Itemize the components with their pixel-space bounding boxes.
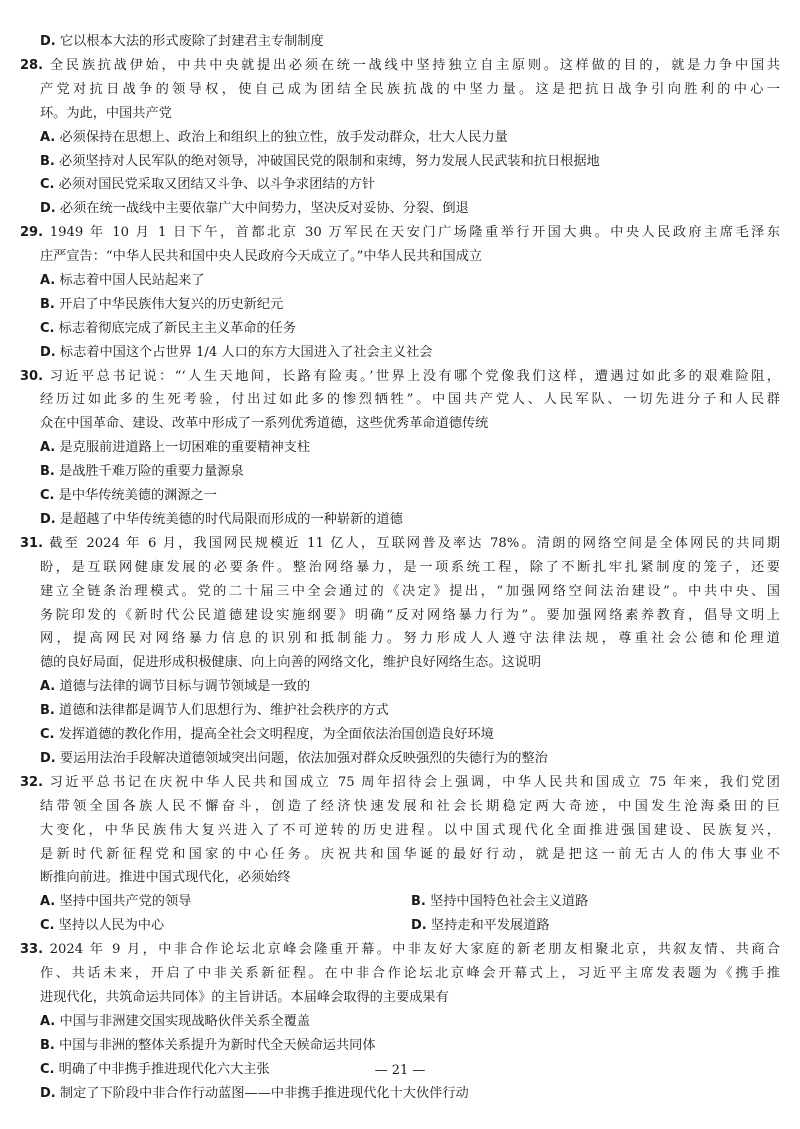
q32-option-b [411,893,588,911]
line-text: 习近平总书记在庆祝中华人民共和国成立 75 周年招待会上强调，中华人民共和国成立 75 年来，我们党团 [43,775,780,790]
line-text: 盼，是互联网健康发展的必要条件。整治网络暴力，是一项系统工程，除了不断扎牢扎紧制度的笼子，还要 [40,560,780,575]
option-letter: B. [40,1038,55,1053]
line-text: 2024 年 9 月，中非合作论坛北京峰会隆重开幕。中非友好大家庭的新老朋友相聚北京，共叙友情、共商合 [43,942,780,957]
question-number: 32. [20,775,44,790]
option-letter: A. [40,1014,56,1029]
line-text: 是战胜千难万险的重要力量源泉 [54,464,244,479]
text-line-q32e [40,869,291,887]
option-letter: A. [40,273,56,288]
option-letter: C. [40,177,55,192]
line-text: 进现代化，共筑命运共同体》的主旨讲话。本届峰会取得的主要成果有 [40,990,449,1005]
option-letter: B. [40,464,55,479]
text-line-q31D [40,750,548,768]
text-line-q30b [40,391,780,409]
line-text: 标志着彻底完成了新民主主义革命的任务 [54,321,297,336]
text-line-q31e [40,630,780,648]
line-text: 发挥道德的教化作用，提高全社会文明程度，为全面依法治国创造良好环境 [54,727,494,742]
line-text: 大变化，中华民族伟大复兴进入了不可逆转的历史进程。以中国式现代化全面推进强国建设、民族复兴， [40,823,780,838]
option-letter: C. [40,321,55,336]
q32-option-a [40,893,191,911]
text-line-q31A [40,678,310,696]
text-line-q32c [40,822,780,840]
option-letter: A. [40,894,56,909]
text-line-q28b [40,81,780,99]
line-text: 要运用法治手段解决道德领域突出问题，依法加强对群众反映强烈的失德行为的整治 [55,751,548,766]
text-line-q31f [40,654,541,672]
text-line-q28c [40,105,172,123]
line-text: 中国与非洲的整体关系提升为新时代全天候命运共同体 [54,1038,376,1053]
option-letter: C. [40,488,55,503]
question-number: 28. [20,58,44,73]
option-letter: D. [40,345,56,360]
text-line-q31b [40,559,780,577]
option-letter: A. [40,440,56,455]
option-letter: B. [40,703,55,718]
line-text: 必须在统一战线中主要依靠广大中间势力，坚决反对妥协、分裂、倒退 [55,201,469,216]
text-line-q29a [20,224,780,242]
line-text: 众在中国革命、建设、改革中形成了一系列优秀道德，这些优秀革命道德传统 [40,416,489,431]
option-letter: C. [40,1062,55,1077]
line-text: 必须对国民党采取又团结又斗争、以斗争求团结的方针 [54,177,376,192]
q32-option-c [40,917,164,935]
option-letter: B. [40,154,55,169]
line-text: 断推向前进。推进中国式现代化，必须始终 [40,870,291,885]
line-text: 务院印发的《新时代公民道德建设实施纲要》明确“反对网络暴力行为”。要加强网络素养教育，倡导文明上 [40,608,780,623]
text-line-q30c [40,415,488,433]
question-number: 30. [20,369,44,384]
text-line-q28D [40,200,469,218]
text-line-q33a [20,941,780,959]
line-text: 必须坚持对人民军队的绝对领导，冲破国民党的限制和束缚，努力发展人民武装和抗日根据地 [54,154,600,169]
text-line-q29D [40,344,432,362]
option-letter: A. [40,679,56,694]
line-text: 是新时代新征程党和国家的中心任务。庆祝共和国华诞的最好行动，就是把这一前无古人的伟大事业不 [40,847,780,862]
line-text: 是克服前进道路上一切困难的重要精神支柱 [55,440,311,455]
text-line-q31d [40,607,780,625]
option-letter: A. [40,130,56,145]
text-line-q30A [40,439,310,457]
text-line-q33D [40,1085,469,1103]
option-text: 坚持中国特色社会主义道路 [425,894,589,909]
q32-option-d [411,917,550,935]
text-line-q32a [20,774,780,792]
line-text: 标志着中国这个占世界 1/4 人口的东方大国进入了社会主义社会 [55,345,433,360]
line-text: 网，提高网民对网络暴力信息的识别和抵制能力。努力形成人人遵守法律法规，尊重社会公德和伦理道 [40,631,780,646]
text-line-q28a [20,57,780,75]
option-letter: D. [40,1086,56,1101]
option-letter: D. [40,201,56,216]
option-text: 坚持以人民为中心 [54,918,165,933]
text-line-l0 [40,33,324,51]
line-text: 经历过如此多的生死考验，付出过如此多的惨烈牺牲”。中国共产党人、人民军队、一切先进分子和人民群 [40,392,780,407]
line-text: 产党对抗日战争的领导权，使自己成为团结全民族抗战的中坚力量。这是把抗日战争引向胜利的中心一 [40,82,780,97]
text-line-q33A [40,1013,310,1031]
line-text: 建立全链条治理模式。党的二十届三中全会通过的《决定》提出，“加强网络空间法治建设”。中共中央、国 [40,584,780,599]
line-text: 开启了中华民族伟大复兴的历史新纪元 [54,297,284,312]
text-line-q30a [20,368,780,386]
text-line-q30D [40,511,403,529]
text-line-q31B [40,702,389,720]
text-line-q33c [40,989,449,1007]
text-line-q30C [40,487,217,505]
text-line-q29C [40,320,296,338]
text-line-q28A [40,129,508,147]
text-line-q32d [40,846,780,864]
text-line-q32b [40,798,780,816]
text-line-q31c [40,583,780,601]
line-text: 标志着中国人民站起来了 [55,273,205,288]
text-line-q33C [40,1061,270,1079]
text-line-q33B [40,1037,376,1055]
text-line-q28C [40,176,375,194]
line-text: 德的良好局面，促进形成积极健康、向上向善的网络文化，维护良好网络生态。这说明 [40,655,542,670]
line-text: 结带领全国各族人民不懈奋斗，创造了经济快速发展和社会长期稳定两大奇迹，中国发生沧海桑田的巨 [40,799,780,814]
text-line-q31a [20,535,780,553]
line-text: 是中华传统美德的渊源之一 [54,488,217,503]
option-letter: D. [411,918,427,933]
question-number: 29. [20,225,44,240]
line-text: 环。为此，中国共产党 [40,106,172,121]
option-text: 坚持中国共产党的领导 [55,894,192,909]
text-line-q28B [40,153,600,171]
line-text: 庄严宣告：“中华人民共和国中央人民政府今天成立了。”中华人民共和国成立 [40,249,483,264]
option-letter: B. [40,297,55,312]
line-text: 全民族抗战伊始，中共中央就提出必须在统一战线中坚持独立自主原则。这样做的目的，就是力争中国共 [43,58,780,73]
text-line-q30B [40,463,244,481]
line-text: 习近平总书记说：“‘人生天地间，长路有险夷。’世界上没有哪个党像我们这样，遭遇过如此多的艰难险阻， [43,369,780,384]
line-text: 道德与法律的调节目标与调节领域是一致的 [55,679,311,694]
question-number: 33. [20,942,44,957]
line-text: 必须保持在思想上、政治上和组织上的独立性，放手发动群众，壮大人民力量 [55,130,508,145]
page-number: — 21 — [374,1063,426,1078]
line-text: 道德和法律都是调节人们思想行为、维护社会秩序的方式 [54,703,389,718]
option-letter: C. [40,918,55,933]
question-number: 31. [20,536,44,551]
option-letter: D. [40,512,56,527]
line-text: 作、共话未来，开启了中非关系新征程。在中非合作论坛北京峰会开幕式上，习近平主席发表题为《携手推 [40,966,780,981]
text-line-q29A [40,272,205,290]
line-text: 制定了下阶段中非合作行动蓝图——中非携手推进现代化十大伙伴行动 [55,1086,469,1101]
line-text: 是超越了中华传统美德的时代局限而形成的一种崭新的道德 [55,512,403,527]
option-letter: D. [40,34,56,49]
line-text: 截至 2024 年 6 月，我国网民规模近 11 亿人，互联网普及率达 78%。清朗的网络空间是全体网民的共同期 [43,536,780,551]
text-line-q33b [40,965,780,983]
text-line-q29B [40,296,283,314]
text-line-q31C [40,726,494,744]
option-text: 坚持走和平发展道路 [426,918,550,933]
line-text: 它以根本大法的形式废除了封建君主专制制度 [55,34,324,49]
text-line-q29b [40,248,482,266]
line-text: 1949 年 10 月 1 日下午，首都北京 30 万军民在天安门广场隆重举行开国大典。中央人民政府主席毛泽东 [43,225,780,240]
line-text: 明确了中非携手推进现代化六大主张 [54,1062,270,1077]
line-text: 中国与非洲建交国实现战略伙伴关系全覆盖 [55,1014,311,1029]
option-letter: B. [411,894,426,909]
option-letter: C. [40,727,55,742]
option-letter: D. [40,751,56,766]
